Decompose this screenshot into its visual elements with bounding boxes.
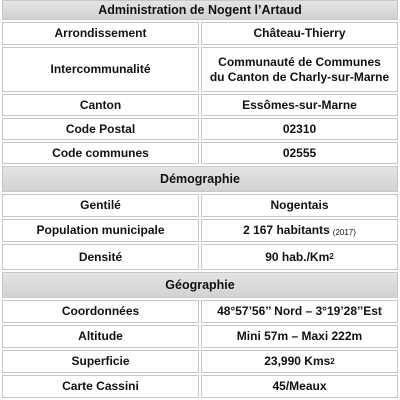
value-gentile: Nogentais [201, 194, 398, 217]
label-code-postal: Code Postal [2, 118, 199, 140]
value-population-year: (2017) [332, 227, 356, 237]
table-row-coordonnees [2, 300, 398, 323]
label-code-communes: Code communes [2, 142, 199, 164]
section-header-geographie [2, 272, 398, 298]
table-row-code-postal [2, 118, 398, 140]
value-densite-sup: 2 [329, 252, 334, 262]
value-intercommunalite-line2: du Canton de Charly-sur-Marne [209, 69, 390, 84]
table-row-population [2, 219, 398, 242]
label-arrondissement: Arrondissement [2, 22, 199, 45]
value-population-number: 2 167 habitants [243, 223, 330, 238]
table-row-code-communes [2, 142, 398, 164]
table-title-text: Administration de Nogent l’Artaud [98, 3, 302, 17]
table-row-superficie [2, 350, 398, 373]
table-row-arrondissement [2, 22, 398, 45]
value-densite [201, 244, 398, 270]
label-intercommunalite: Intercommunalité [2, 47, 199, 92]
section-header-geographie-text: Géographie [165, 278, 235, 292]
value-superficie-sup: 2 [330, 356, 335, 366]
table-row-carte-cassini [2, 375, 398, 398]
table-row-gentile [2, 194, 398, 217]
value-arrondissement: Château-Thierry [201, 22, 398, 45]
value-superficie [201, 350, 398, 373]
table-title [2, 0, 398, 20]
value-superficie-number: 23,990 Kms [264, 354, 331, 369]
section-header-demographie [2, 166, 398, 192]
section-header-demographie-text: Démographie [160, 172, 240, 186]
value-intercommunalite-line1: Communauté de Communes [218, 55, 381, 70]
label-population: Population municipale [2, 219, 199, 242]
label-densite: Densité [2, 244, 199, 270]
label-gentile: Gentilé [2, 194, 199, 217]
value-population [201, 219, 398, 242]
value-intercommunalite [201, 47, 398, 92]
value-canton: Essômes-sur-Marne [201, 94, 398, 116]
table-row-intercommunalite [2, 47, 398, 92]
table-row-densite [2, 244, 398, 270]
label-coordonnees: Coordonnées [2, 300, 199, 323]
value-carte-cassini: 45/Meaux [201, 375, 398, 398]
label-superficie: Superficie [2, 350, 199, 373]
value-densite-number: 90 hab./Km [265, 249, 330, 264]
table-row-altitude [2, 325, 398, 348]
value-code-communes: 02555 [201, 142, 398, 164]
label-canton: Canton [2, 94, 199, 116]
label-altitude: Altitude [2, 325, 199, 348]
table-row-canton [2, 94, 398, 116]
value-altitude: Mini 57m – Maxi 222m [201, 325, 398, 348]
label-carte-cassini: Carte Cassini [2, 375, 199, 398]
value-code-postal: 02310 [201, 118, 398, 140]
value-coordonnees: 48°57’56’’ Nord – 3°19’28’’Est [201, 300, 398, 323]
